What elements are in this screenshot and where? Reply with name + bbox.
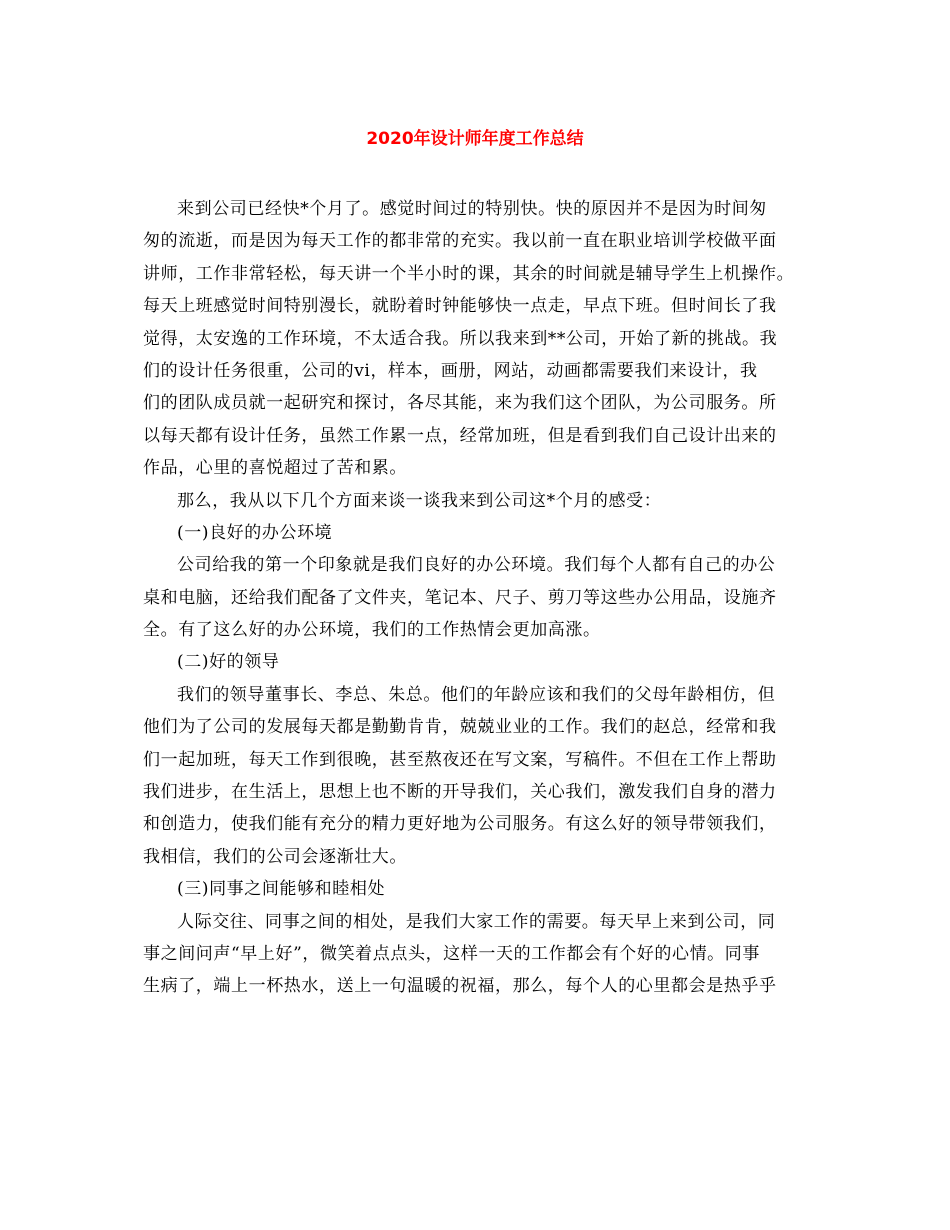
body-line: 们的设计任务很重，公司的vi，样本，画册，网站，动画都需要我们来设计，我 xyxy=(143,360,758,381)
body-line: (二)好的领导 xyxy=(177,652,280,673)
body-line: 每天上班感觉时间特别漫长，就盼着时钟能够快一点走，早点下班。但时间长了我 xyxy=(143,296,777,317)
body-line: 们一起加班，每天工作到很晚，甚至熬夜还在写文案，写稿件。不但在工作上帮助 xyxy=(143,749,777,770)
body-line: 他们为了公司的发展每天都是勤勤肯肯，兢兢业业的工作。我们的赵总，经常和我 xyxy=(143,717,777,738)
body-line: 生病了，端上一杯热水，送上一句温暖的祝福，那么，每个人的心里都会是热乎乎 xyxy=(143,976,777,997)
body-line: 我们的领导董事长、李总、朱总。他们的年龄应该和我们的父母年龄相仿，但 xyxy=(177,684,776,705)
body-line: 匆的流逝，而是因为每天工作的都非常的充实。我以前一直在职业培训学校做平面 xyxy=(143,231,777,252)
body-line: 作品，心里的喜悦超过了苦和累。 xyxy=(143,458,407,479)
body-line: 我相信，我们的公司会逐渐壮大。 xyxy=(143,846,407,867)
body-line: 公司给我的第一个印象就是我们良好的办公环境。我们每个人都有自己的办公 xyxy=(177,555,776,576)
body-line: 事之间问声“早上好”，微笑着点点头，这样一天的工作都会有个好的心情。同事 xyxy=(143,943,760,964)
document-title: 2020年设计师年度工作总结 xyxy=(366,129,584,149)
body-line: 全。有了这么好的办公环境，我们的工作热情会更加高涨。 xyxy=(143,620,601,641)
body-line: 人际交往、同事之间的相处，是我们大家工作的需要。每天早上来到公司，同 xyxy=(177,911,776,932)
body-line: 桌和电脑，还给我们配备了文件夹，笔记本、尺子、剪刀等这些办公用品，设施齐 xyxy=(143,587,777,608)
document-body xyxy=(143,193,813,1003)
body-line: 来到公司已经快*个月了。感觉时间过的特别快。快的原因并不是因为时间匆 xyxy=(177,199,767,219)
body-line: (三)同事之间能够和睦相处 xyxy=(177,879,386,900)
body-line: 讲师，工作非常轻松，每天讲一个半小时的课，其余的时间就是辅导学生上机操作。 xyxy=(143,263,795,284)
body-line: (一)良好的办公环境 xyxy=(177,522,333,543)
body-line: 那么，我从以下几个方面来谈一谈我来到公司这*个月的感受： xyxy=(177,490,662,511)
body-line: 以每天都有设计任务，虽然工作累一点，经常加班，但是看到我们自己设计出来的 xyxy=(143,425,777,446)
body-line: 我们进步，在生活上，思想上也不断的开导我们，关心我们，激发我们自身的潜力 xyxy=(143,782,777,803)
body-line: 和创造力，使我们能有充分的精力更好地为公司服务。有这么好的领导带领我们， xyxy=(143,814,777,835)
body-line: 觉得，太安逸的工作环境，不太适合我。所以我来到**公司，开始了新的挑战。我 xyxy=(143,328,778,349)
body-line: 们的团队成员就一起研究和探讨，各尽其能，来为我们这个团队，为公司服务。所 xyxy=(143,393,777,414)
